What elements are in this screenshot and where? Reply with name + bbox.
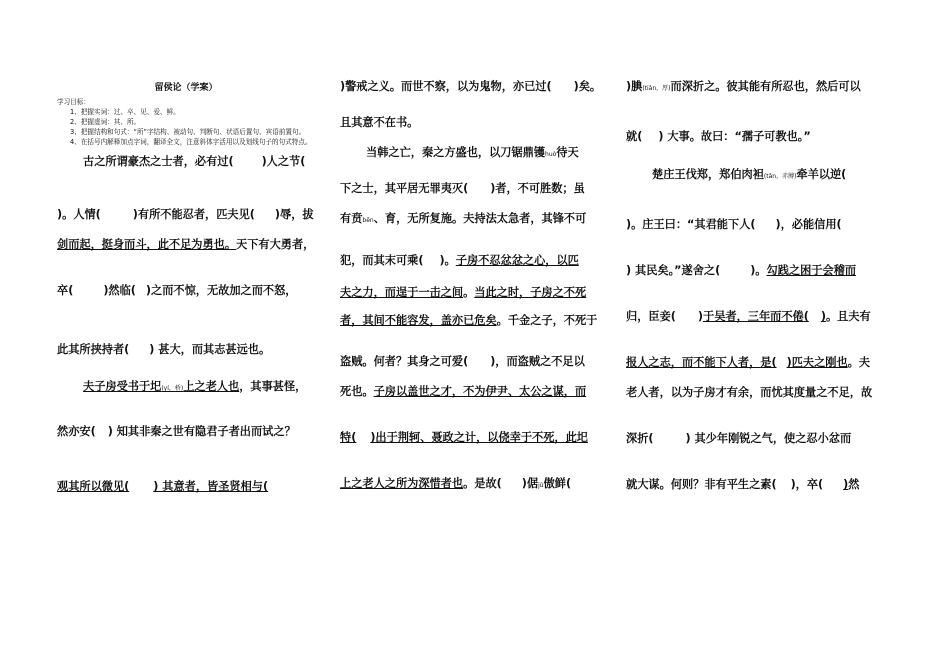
pinyin-note: bēn — [362, 217, 374, 224]
text-run: 就( — [626, 130, 643, 143]
text-line — [340, 475, 610, 491]
text-run: 当韩之亡，秦之方盛也，以刀锯鼎镬 — [366, 146, 546, 159]
text-run: )人之节( — [261, 155, 306, 168]
text-run: 牵羊以逆( — [796, 168, 847, 181]
underlined-sentence: 上之老人之所为深惜者也 — [340, 477, 464, 490]
pinyin-note: (tiǎn，厚) — [642, 85, 671, 92]
text-line — [340, 210, 610, 226]
text-run: )矣。 — [573, 80, 602, 93]
underlined-sentence: 子房不忍忿忿之心，以匹 — [455, 254, 579, 267]
text-run: )倨 — [521, 477, 539, 490]
document-title: 留侯论（学案） — [154, 83, 218, 93]
text-line — [626, 384, 896, 400]
pinyin-note: (yí，桥) — [161, 385, 184, 392]
text-run: )者，不可胜数；虽 — [490, 182, 585, 195]
text-line — [626, 78, 896, 94]
objective-item: 4、在括号内解释加点字词，翻译全文，注意斜体字活用以及划线句子的句式特点。 — [70, 138, 312, 146]
text-run: )，必能信用( — [775, 218, 842, 231]
text-run: )，而盗贼之不足以 — [490, 355, 585, 368]
text-run: )，卒( — [790, 478, 824, 491]
text-run: )腆 — [626, 80, 643, 93]
text-line — [626, 308, 896, 324]
text-line — [57, 206, 315, 222]
text-line — [626, 476, 896, 492]
underlined-sentence: ) — [843, 478, 849, 491]
text-run: 死也。 — [340, 385, 374, 398]
text-run: 楚庄王伐郑，郑伯肉袒 — [652, 168, 764, 181]
text-line — [340, 78, 610, 94]
text-run: ) 其少年刚锐之气，使之忍小忿而 — [685, 432, 852, 445]
text-run: )。 — [750, 264, 767, 277]
underlined-sentence: ) — [820, 310, 826, 323]
underlined-sentence: 观其所以微见( — [57, 480, 130, 493]
text-line — [626, 262, 896, 278]
text-run: )。 — [439, 254, 456, 267]
text-run: 老人者，以为子房才有余，而忧其度量之不足，故 — [626, 386, 873, 399]
pinyin-note: (tǎn，赤膊) — [763, 173, 797, 180]
text-run: ) 大事。故曰：“孺子可教也。” — [658, 130, 811, 143]
column-1 — [57, 70, 315, 494]
underlined-sentence: 子房以盖世之才，不为伊尹、太公之谋，而 — [373, 385, 587, 398]
text-line — [57, 341, 315, 357]
text-run: )有所不能忍者，匹夫见( — [132, 208, 255, 221]
text-run: 。是故( — [463, 477, 502, 490]
objectives-heading: 学习目标： — [57, 98, 90, 106]
text-line — [57, 153, 315, 177]
text-run: ，其事甚怪， — [239, 380, 307, 393]
objective-item: 2、把握虚词：其、所。 — [70, 118, 141, 126]
text-run: )。人情( — [57, 208, 101, 221]
underlined-sentence: 剑而起，挺身而斗，此不足为勇也。 — [57, 238, 237, 251]
text-line — [626, 216, 896, 232]
text-run: 深折( — [626, 432, 654, 445]
text-run: 然亦安( — [57, 425, 96, 438]
text-run: )之而不惊，无故加之而不怒， — [145, 284, 297, 297]
text-run: ) 其民矣。”遂舍之( — [626, 264, 721, 277]
underlined-sentence: 特( — [340, 431, 357, 444]
text-run: 此其所挟持者( — [57, 343, 130, 356]
objective-item: 3、把握结构和句式：“所”字结构、被动句、判断句、状语后置句、宾语前置句。 — [70, 128, 306, 136]
underlined-sentence: 是( — [760, 356, 777, 369]
text-line — [626, 354, 896, 370]
text-run: 。千金之子，不死于 — [496, 314, 598, 327]
text-line — [57, 478, 315, 494]
text-line — [626, 166, 896, 182]
text-run: ) 甚大，而其志甚远也。 — [149, 343, 271, 356]
underlined-sentence: ) 其意者，皆圣贤相与( — [153, 480, 269, 493]
text-run: ) 知其非秦之世有隐君子者出而试之？ — [107, 425, 296, 438]
text-run: 傲鲜( — [543, 477, 572, 490]
text-run: )。庄王曰：“其君能下人( — [626, 218, 756, 231]
underlined-sentence: 夫之力，而逞于一击之间 — [340, 286, 464, 299]
text-run: ) — [697, 310, 703, 323]
text-line — [57, 378, 315, 394]
underlined-sentence: )匹夫之刚也 — [786, 356, 848, 369]
underlined-sentence: 者，其间不能容发，盖亦已危矣 — [340, 314, 497, 327]
column-3 — [626, 70, 896, 492]
text-run: 、育，无所复施。夫持法太急者，其锋不可 — [373, 212, 587, 225]
text-line — [340, 144, 610, 160]
text-line — [57, 282, 315, 298]
underlined-sentence: )出于荆轲、聂政之计，以侥幸于不死，此圯 — [370, 431, 588, 444]
text-run: 就大谋。何则？非有平生之素( — [626, 478, 777, 491]
text-run: 。夫 — [847, 356, 871, 369]
text-run: 下之士，其平居无罪夷灭( — [340, 182, 469, 195]
text-run: 古之所谓豪杰之士者，必有过( — [83, 155, 234, 168]
text-run: 然 — [848, 478, 860, 491]
text-line — [626, 128, 896, 144]
text-line — [340, 312, 610, 328]
pinyin-note: jù — [538, 482, 544, 489]
text-run: 天下有大勇者， — [236, 238, 315, 251]
text-run: 待天 — [556, 146, 579, 159]
text-line — [57, 423, 315, 439]
text-run: 有贲 — [340, 212, 363, 225]
text-run: )然临( — [103, 284, 136, 297]
text-run: 卒( — [57, 284, 74, 297]
text-run: 归，臣妾( — [626, 310, 676, 323]
text-run: 而深折之。彼其能有所忍也，然后可以 — [670, 80, 861, 93]
objective-item: 1、把握实词：过、卒、见、爱、鲜。 — [70, 108, 180, 116]
underlined-sentence: 勾践之困于会稽而 — [766, 264, 857, 277]
text-line — [340, 114, 610, 130]
text-line — [340, 383, 610, 399]
text-run: 犯，而其末可乘( — [340, 254, 424, 267]
underlined-sentence: 报人之志，而不能下人者， — [626, 356, 761, 369]
text-run: )辱，拔 — [274, 208, 314, 221]
column-2 — [340, 70, 610, 491]
text-line — [626, 430, 896, 446]
underlined-sentence: 当此之时，子房之不死 — [474, 286, 587, 299]
text-line — [340, 353, 610, 369]
text-run: 且其意不在书。 — [340, 116, 419, 129]
underlined-sentence: 夫子房受书于圯 — [83, 380, 162, 393]
text-line — [340, 284, 610, 300]
text-run: 。 — [463, 286, 475, 299]
underlined-sentence: 于吴者，三年而不倦 — [703, 310, 804, 323]
text-line — [340, 429, 610, 445]
pinyin-note: huò — [545, 151, 557, 158]
text-run: 盗贼。何者？其身之可爱( — [340, 355, 469, 368]
text-line — [340, 252, 610, 268]
text-run: )警戒之义。而世不察，以为鬼物，亦已过( — [340, 80, 552, 93]
text-line — [57, 236, 315, 252]
text-run: 。且夫有 — [825, 310, 871, 323]
underlined-sentence: 上之老人也 — [183, 380, 240, 393]
text-line — [340, 180, 610, 196]
underlined-sentence: ( — [803, 310, 809, 323]
